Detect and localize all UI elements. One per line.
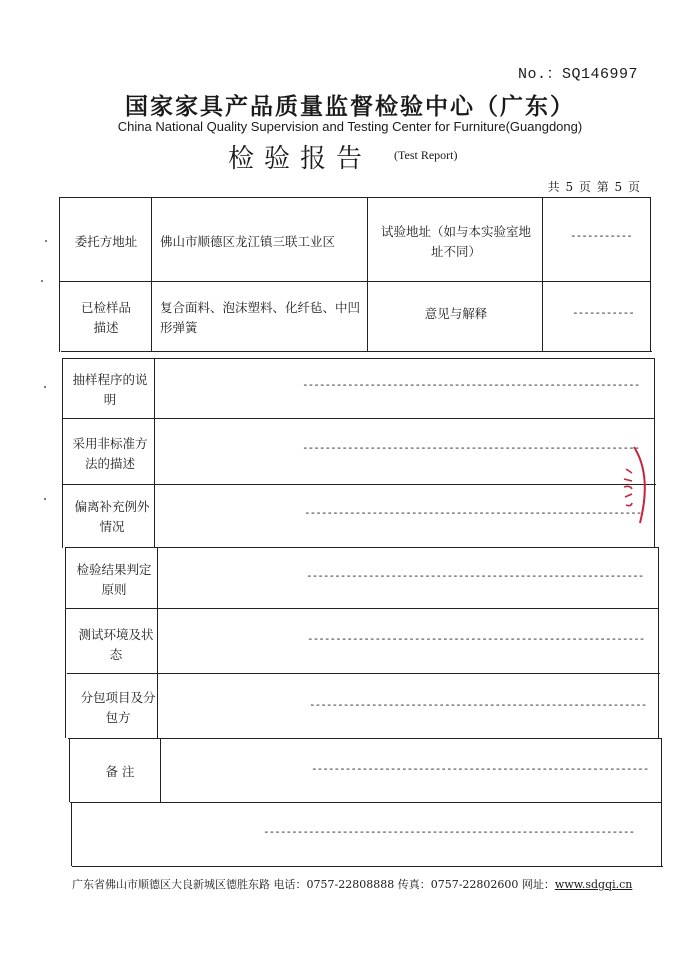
remarks-value: ------------------------------------------------------------ [311, 762, 649, 775]
subcontract-value: ------------------------------------------------------------ [309, 698, 647, 711]
client-address-label: 委托方地址 [74, 234, 138, 249]
test-environment-label: 测试环境及状态 [78, 627, 154, 662]
test-environment-value: ------------------------------------------------------------ [307, 632, 645, 645]
sampling-procedure-label: 抽样程序的说明 [72, 372, 148, 407]
report-title: 检验报告 [228, 144, 373, 174]
footer-web-label: 网址： [521, 878, 555, 891]
test-site-value: ----------- [570, 229, 632, 242]
subcontract-label: 分包项目及分包方 [80, 690, 156, 725]
footer-tel: 电话：0757-22808888 [273, 878, 395, 891]
report-number: No.：SQ146997 [517, 66, 638, 83]
sampling-procedure-value: ------------------------------------------------------------ [302, 378, 640, 391]
center-title-english: China National Quality Supervision and Testing Center for Furniture(Guangdong) [117, 119, 583, 134]
sample-description-value: 复合面料、泡沫塑料、化纤毡、中凹形弹簧 [160, 300, 361, 335]
nonstandard-method-label: 采用非标准方法的描述 [72, 436, 148, 471]
opinion-label: 意见与解释 [424, 306, 488, 321]
footer-fax: 传真：0757-22802600 [397, 878, 519, 891]
client-address-value: 佛山市顺德区龙江镇三联工业区 [160, 234, 336, 249]
seal-stamp-icon [612, 445, 652, 525]
test-site-label: 试验地址（如与本实验室地址不同） [380, 224, 531, 259]
judgment-criteria-value: ------------------------------------------------------------ [306, 569, 644, 582]
footer-website-link[interactable]: www.sdgqi.cn [554, 878, 633, 891]
sample-description-label: 已检样品描述 [80, 300, 131, 335]
opinion-value: ----------- [572, 306, 634, 319]
footer-address: 广东省佛山市顺德区大良新城区德胜东路 [72, 878, 270, 891]
deviation-value: ------------------------------------------------------------ [304, 506, 642, 519]
bottom-row-value: ------------------------------------------------------------------ [263, 825, 635, 838]
footer-contact [72, 876, 632, 892]
center-title-chinese: 国家家具产品质量监督检验中心（广东） [125, 93, 575, 120]
deviation-label: 偏离补充例外情况 [74, 499, 150, 534]
nonstandard-method-value: ------------------------------------------------------------ [302, 441, 640, 454]
remarks-label: 备 注 [105, 764, 135, 779]
judgment-criteria-label: 检验结果判定原则 [76, 562, 152, 597]
report-title-english: (Test Report) [394, 148, 458, 162]
page-info: 共 5 页 第 5 页 [547, 180, 640, 194]
